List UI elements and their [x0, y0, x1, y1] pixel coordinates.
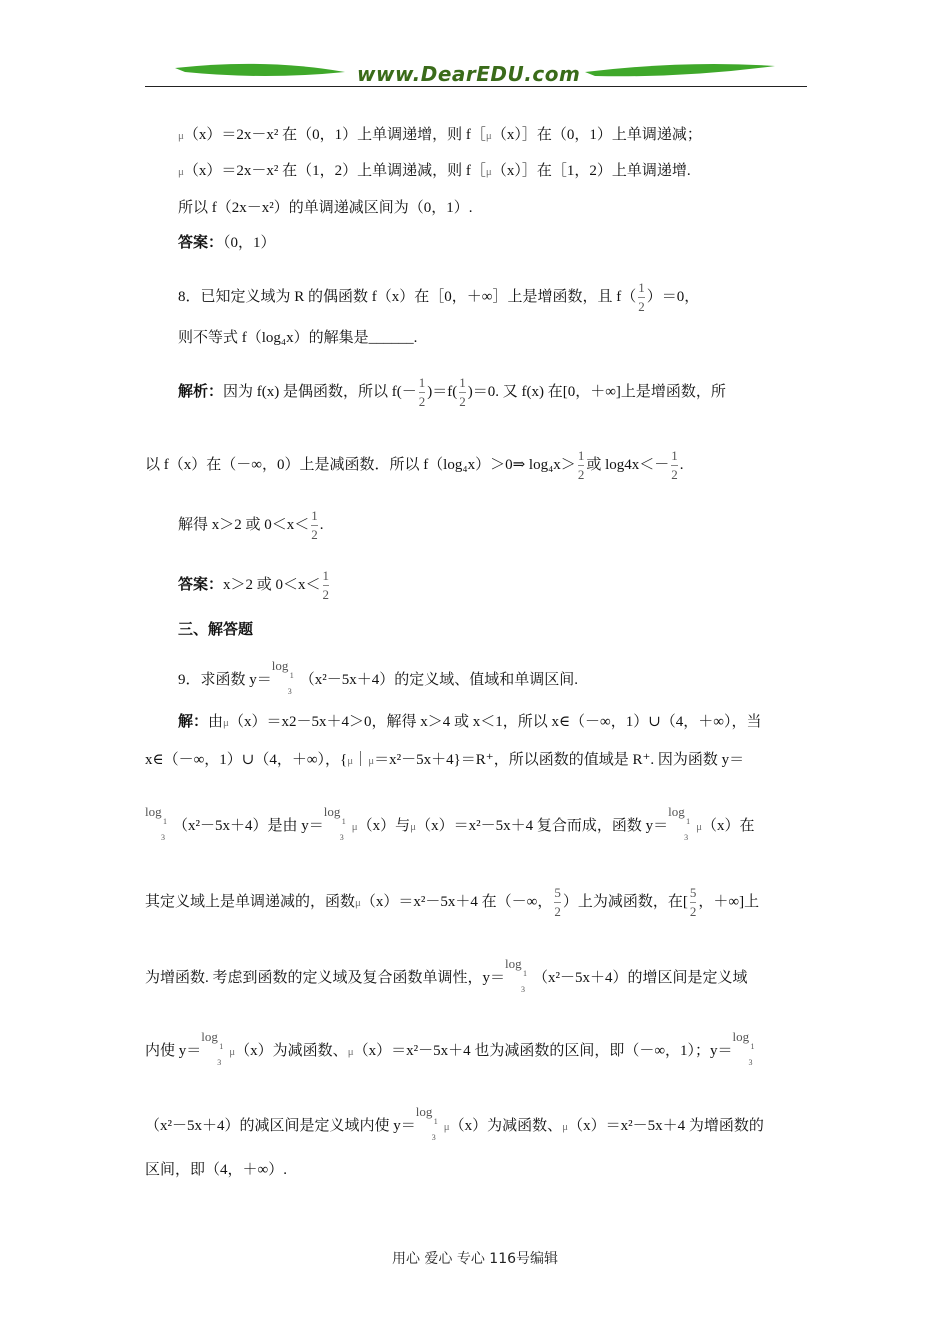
mu-symbol: μ [178, 166, 184, 178]
solution-8-line-3: 解得 x＞2 或 0＜x＜ $\frac{1}{2}$ . [178, 508, 324, 542]
question-8: 8．已知定义域为 R 的偶函数 f（x）在［0，＋∞］上是增函数，且 f（ $\frac{1}{2}$ ）＝0， [178, 280, 700, 314]
log-base-third: log 1 3 [271, 658, 294, 696]
solution-8-line-2: 以 f（x）在（－∞，0）上是减函数．所以 f（log₄x）＞0⇒ log₄x＞ $\frac{1}{2}$ 或 log4x＜－ $\frac{1}{2}$ . [145, 448, 684, 482]
solution-9-line-2: x∈（－∞，1）∪（4，＋∞），{μ｜μ＝x²－5x＋4}＝R⁺，所以函数的值域是 R⁺. 因为函数 y＝ [145, 752, 745, 768]
solution-8-line-1: 解析：因为 f(x) 是偶函数，所以 f(－ $\frac{1}{2}$ )＝f( $\frac{1}{2}$ )＝0. 又 f(x) 在[0，＋∞]上是增函数，所 [178, 375, 726, 409]
solution-9-line-1: 解：由μ（x）＝x2－5x＋4＞0，解得 x＞4 或 x＜1，所以 x∈（－∞，1）∪（4，＋∞），当 [178, 714, 762, 730]
section-heading: 三、解答题 [178, 622, 254, 638]
question-8-line-2: 则不等式 f（log₄x）的解集是______. [178, 330, 418, 346]
body-line-3: 所以 f（2x－x²）的单调递减区间为（0，1）. [178, 200, 473, 216]
solution-9-line-7: （x²－5x＋4）的减区间是定义域内使 y＝ log 1 3 μ（x）为减函数、μ（x）＝x²－5x＋4 为增函数的 [145, 1104, 764, 1142]
mu-symbol: μ [485, 166, 492, 178]
header-rule [145, 86, 807, 87]
solution-9-line-5: 为增函数. 考虑到函数的定义域及复合函数单调性，y＝ log 1 3 （x²－5x＋4）的增区间是定义域 [145, 956, 748, 994]
solution-9-line-6: 内使 y＝ log 1 3 μ（x）为减函数、μ（x）＝x²－5x＋4 也为减函数的区间，即（－∞，1）；y＝ log 1 3 [145, 1029, 755, 1067]
body-line-1: μ（x）＝2x－x² 在（0，1）上单调递增，则 f［μ（x）］在（0，1）上单调递减； [178, 127, 702, 143]
answer-line-1: 答案：（0，1） [178, 235, 276, 251]
solution-9-line-4: 其定义域上是单调递减的，函数μ（x）＝x²－5x＋4 在（－∞， $\frac{5}{2}$ ）上为减函数，在[ $\frac{5}{2}$ ，＋∞]上 [145, 885, 760, 919]
page-header [145, 58, 807, 90]
mu-symbol: μ [485, 130, 492, 142]
site-logo-text: www.DearEDU.com [357, 62, 581, 86]
answer-8: 答案：x＞2 或 0＜x＜ $\frac{1}{2}$ [178, 568, 330, 602]
solution-9-line-8: 区间，即（4，＋∞）. [145, 1162, 287, 1178]
fraction-half: $\frac{1}{2}$ [638, 280, 645, 314]
solution-9-line-3: log 1 3 （x²－5x＋4）是由 y＝ log 1 3 μ（x）与μ（x）＝x²－5x＋4 复合而成，函数 y＝ log 1 3 μ（x）在 [145, 804, 755, 842]
page-footer: 用心 爱心 专心 116号编辑 [391, 1251, 559, 1267]
mu-symbol: μ [178, 130, 184, 142]
body-line-2: μ（x）＝2x－x² 在（1，2）上单调递减，则 f［μ（x）］在［1，2）上单调递增. [178, 163, 691, 179]
question-9: 9．求函数 y＝ log 1 3 （x²－5x＋4）的定义域、值域和单调区间. [178, 658, 579, 696]
